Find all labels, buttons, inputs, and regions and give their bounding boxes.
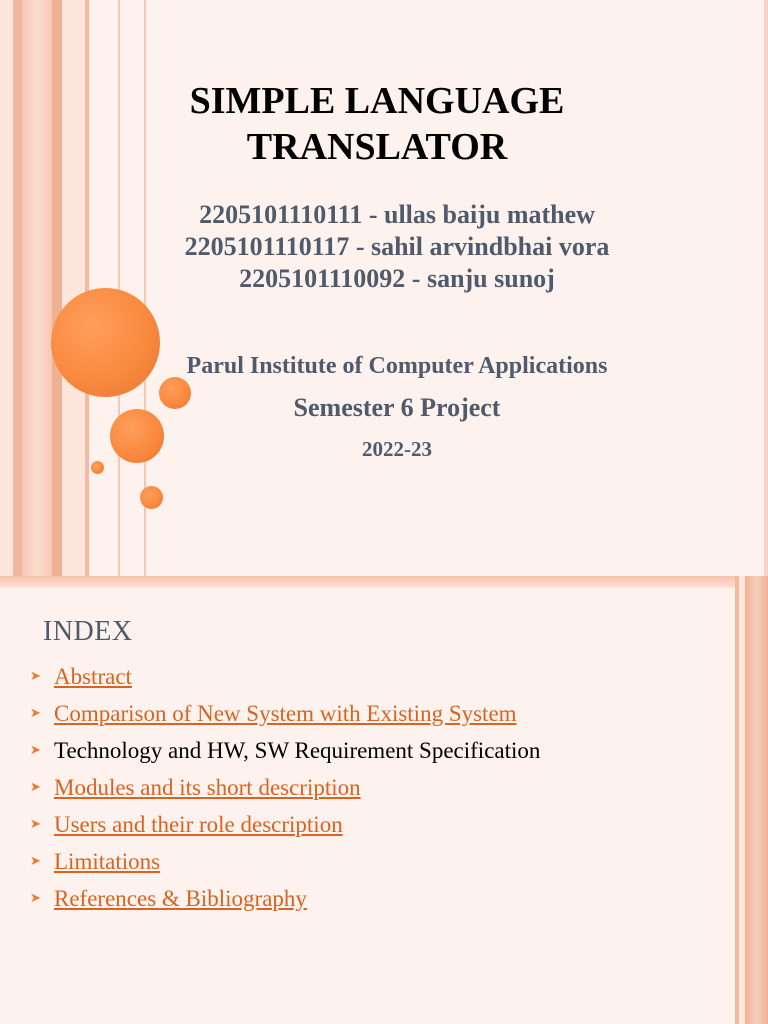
arrowhead-bullet-icon: ➤ — [30, 817, 41, 832]
decorative-stripe — [62, 0, 85, 576]
decorative-stripe — [13, 0, 22, 576]
semester-label: Semester 6 Project — [293, 393, 501, 422]
title-line: TRANSLATOR — [246, 126, 508, 168]
references-link[interactable]: References & Bibliography — [54, 885, 307, 911]
index-item-users — [30, 806, 540, 843]
decorative-circle-large — [51, 288, 160, 397]
limitations-link[interactable]: Limitations — [54, 848, 161, 874]
decorative-stripe — [22, 0, 52, 576]
decorative-stripe — [85, 0, 89, 576]
author-list — [100, 199, 694, 295]
arrowhead-bullet-icon: ➤ — [30, 891, 41, 906]
arrowhead-bullet-icon: ➤ — [30, 743, 41, 758]
decorative-circle-small — [140, 486, 163, 509]
author-entry: 2205101110117 - sahil arvindbhai vora — [184, 232, 610, 261]
arrowhead-bullet-icon: ➤ — [30, 706, 41, 721]
presentation-title — [140, 78, 614, 170]
decorative-stripe — [745, 576, 768, 1024]
index-slide — [0, 576, 768, 1024]
index-item-technology — [30, 732, 540, 769]
author-entry: 2205101110092 - sanju sunoj — [239, 264, 555, 293]
technology-text: Technology and HW, SW Requirement Specification — [54, 737, 541, 763]
decorative-stripe — [0, 0, 13, 576]
academic-year: 2022-23 — [362, 437, 432, 461]
index-item-modules — [30, 769, 540, 806]
index-item-limitations — [30, 843, 540, 880]
arrowhead-bullet-icon: ➤ — [30, 669, 41, 684]
index-item-comparison — [30, 695, 540, 732]
index-item-abstract — [30, 658, 540, 695]
arrowhead-bullet-icon: ➤ — [30, 854, 41, 869]
arrowhead-bullet-icon: ➤ — [30, 780, 41, 795]
index-list — [30, 658, 540, 917]
modules-link[interactable]: Modules and its short description — [54, 774, 361, 800]
decorative-top-band — [0, 576, 735, 588]
decorative-circle-tiny — [91, 461, 104, 474]
comparison-link[interactable]: Comparison of New System with Existing System — [54, 700, 517, 726]
author-entry: 2205101110111 - ullas baiju mathew — [199, 200, 595, 229]
index-item-references — [30, 880, 540, 917]
abstract-link[interactable]: Abstract — [54, 663, 132, 689]
decorative-stripe — [764, 0, 768, 576]
title-line: SIMPLE LANGUAGE — [189, 80, 565, 122]
decorative-stripe — [52, 0, 62, 576]
users-link[interactable]: Users and their role description — [54, 811, 343, 837]
index-heading: INDEX — [43, 616, 133, 647]
institute-name: Parul Institute of Computer Applications — [186, 353, 608, 379]
